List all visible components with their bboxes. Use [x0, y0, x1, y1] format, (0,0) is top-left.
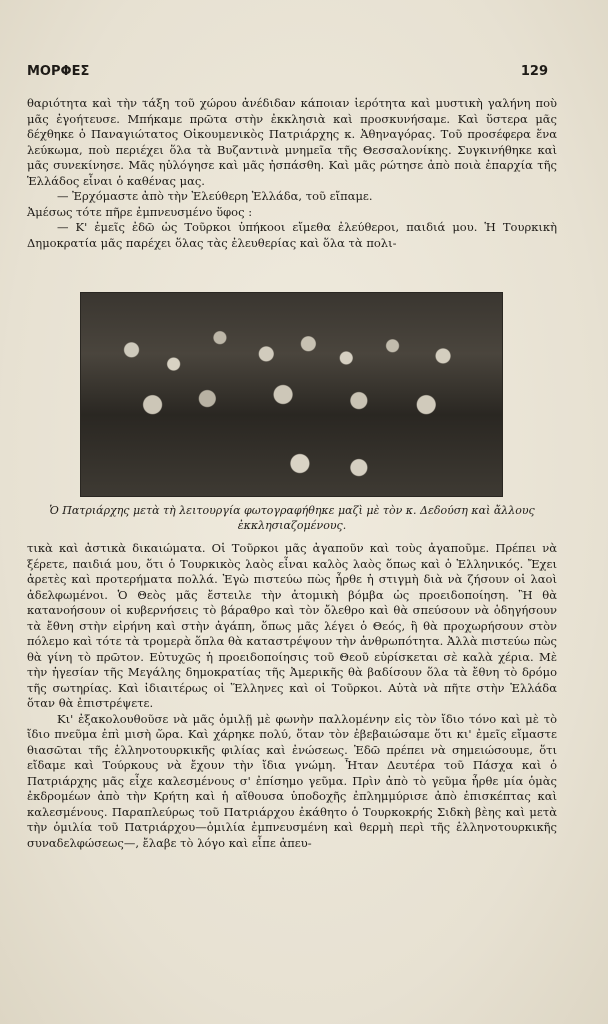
article-text-bottom — [27, 541, 557, 851]
page-number: 129 — [520, 64, 548, 79]
paragraph: τικὰ καὶ ἀστικὰ δικαιώματα. Οἱ Τοῦρκοι μᾶς ἀγαποῦν καὶ τοὺς ἀγαποῦμε. Πρέπει νὰ ξέρετε, παιδιά μου, ὅτι ὁ Τουρκικὸς λαὸς εἶναι καλὸς λαὸς ὅπως καὶ ὁ Ἑλληνικός. Ἔχει ἀρετὲς καὶ προτερήματα πολλά. Ἐγὼ πιστεύω πὼς ἦρθε ἡ στιγμὴ διὰ νὰ ζήσουν οἱ λαοὶ ἀδελφωμένοι. Ὁ Θεὸς μᾶς ἔστειλε τὴν ἀτομικὴ βόμβα ὡς προειδοποίηση. Ἢ θὰ κατανοήσουν οἱ κυβερνήσεις τὸ βάραθρο καὶ τὸν ὄλεθρο καὶ θὰ σπεύσουν νὰ ὁδηγήσουν τὰ ἔθνη στὴν εἰρήνη καὶ στὴν ἀγάπη, ὅπως μᾶς λέγει ὁ Θεός, ἢ θὰ προχωρήσουν στὸν πόλεμο καὶ τότε τὰ τρομερὰ ὅπλα θὰ καταστρέψουν τὴν ἀνθρωπότητα. Ἀλλὰ πιστεύω πὼς θὰ γίνη τὸ πρῶτον. Εὐτυχῶς ἡ προειδοποίησις τοῦ Θεοῦ εὑρίσκεται σὲ καλὰ χέρια. Μὲ τὴν ἡγεσίαν τῆς Μεγάλης δημοκρατίας τῆς Ἀμερικῆς θὰ βαδίσουν ὅλα τὰ ἔθνη τὸ δρόμο τῆς σωτηρίας. Καὶ ἰδιαιτέρως οἱ Ἕλληνες καὶ οἱ Τοῦρκοι. Αὐτὰ νὰ πῆτε στὴν Ἑλλάδα ὅταν θὰ ἐπιστρέψετε. — [27, 541, 557, 710]
photo-caption: Ὁ Πατριάρχης μετὰ τὴ λειτουργία φωτογραφήθηκε μαζὶ μὲ τὸν κ. Δεδούση καὶ ἄλλους ἐκκλησιαζομένους. — [49, 504, 535, 532]
paragraph: Κι' ἐξακολουθοῦσε νὰ μᾶς ὁμιλῇ μὲ φωνὴν παλλομένην εἰς τὸν ἴδιο τόνο καὶ μὲ τὸ ἴδιο πνεῦμα ἐπὶ μισὴ ὥρα. Καὶ χάρηκε πολύ, ὅταν τὸν ἐβεβαιώσαμε ὅτι κι' ἐμεῖς εἴμαστε θιασῶται τῆς ἑλληνοτουρκικῆς φιλίας καὶ ἐνώσεως. Ἐδῶ πρέπει νὰ σημειώσουμε, ὅτι εἴδαμε καὶ Τούρκους νὰ ἔχουν τὴν ἴδια γνώμη. Ἦταν Δευτέρα τοῦ Πάσχα καὶ ὁ Πατριάρχης μᾶς εἶχε καλεσμένους σ' ἐπίσημο γεῦμα. Πρὶν ἀπὸ τὸ γεῦμα ἦρθε μία ὁμὰς ἐκδρομέων ἀπὸ τὴν Κρήτη καὶ ἡ αἴθουσα ὑποδοχῆς ἐπλημμύρισε ἀπὸ ἐπισκέπτας καὶ καλεσμένους. Παραπλεύρως τοῦ Πατριάρχου ἐκάθητο ὁ Τουρκοκρής Σιδκὴ βὲης καὶ μετὰ τὴν ὁμιλία τοῦ Πατριάρχου—ὁμιλία ἐμπνευσμένη καὶ θερμὴ περὶ τῆς ἑλληνοτουρκικῆς συναδελφώσεως—, ἔλαβε τὸ λόγο καὶ εἶπε ἀπευ- — [27, 711, 557, 850]
running-title: ΜΟΡΦΕΣ — [27, 64, 90, 79]
page-header — [27, 64, 548, 79]
paragraph: — Ἐρχόμαστε ἀπὸ τὴν Ἐλεύθερη Ἑλλάδα, τοῦ εἴπαμε. — [57, 189, 373, 203]
paragraph: — Κ' ἐμεῖς ἐδῶ ὡς Τοῦρκοι ὑπήκοοι εἴμεθα ἐλεύθεροι, παιδιά μου. Ἡ Τουρκικὴ Δημοκρατία μᾶς παρέχει ὅλας τὰς ἐλευθερίας καὶ ὅλα τὰ πολι- — [27, 220, 557, 250]
paragraph: Ἀμέσως τότε πῆρε ἐμπνευσμένο ὕφος : — [27, 204, 253, 219]
group-photograph — [80, 292, 503, 497]
article-text-top — [27, 96, 557, 251]
paragraph: θαριότητα καὶ τὴν τάξη τοῦ χώρου ἀνέδιδαν κάποιαν ἱερότητα καὶ μυστικὴ γαλήνη ποὺ μᾶς ἐγοήτευσε. Μπήκαμε πρῶτα στὴν ἐκκλησιὰ καὶ προσκυνήσαμε. Καὶ ὕστερα μᾶς δέχθηκε ὁ Παναγιώτατος Οἰκουμενικὸς Πατριάρχης κ. Ἀθηναγόρας. Τοῦ προσέφερα ἕνα λεύκωμα, ποὺ περιέχει ὅλα τὰ Βυζαντινὰ μνημεῖα τῆς Θεσσαλονίκης. Συγκινήθηκε καὶ μᾶς συνεκίνησε. Μᾶς ηὐλόγησε καὶ μᾶς ἠσπάσθη. Καὶ μᾶς ρώτησε ἀπὸ ποιὰ ἐπαρχία τῆς Ἑλλάδος εἶναι ὁ καθένας μας. — [27, 96, 557, 188]
